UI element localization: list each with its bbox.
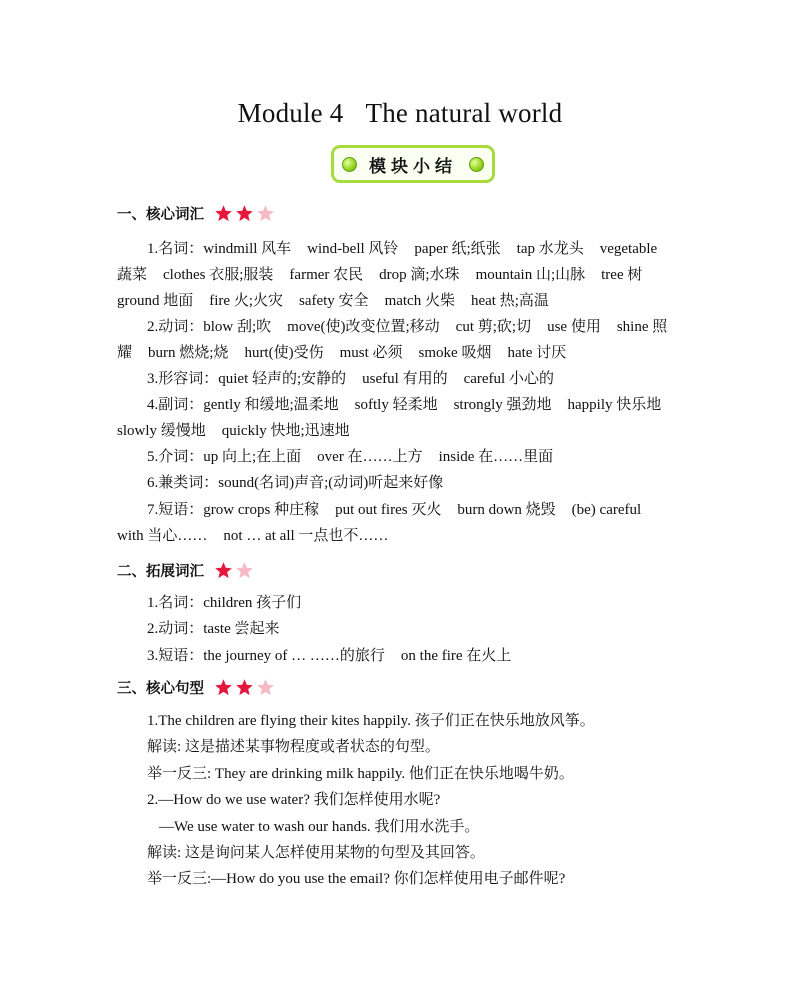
vocab-entry: (be) careful (571, 502, 642, 518)
difficulty-stars (214, 561, 256, 580)
vocab-entry: 4.副词：gently 和缓地;温柔地 (147, 397, 339, 413)
vocab-entry: hate 讨厌 (507, 345, 567, 361)
vocab-entry: slowly 缓慢地 (117, 423, 206, 439)
text-line (117, 343, 566, 363)
vocab-entry: 7.短语：grow crops 种庄稼 (147, 502, 320, 518)
text-line (117, 291, 549, 311)
vocab-entry: heat 热;高温 (470, 293, 549, 309)
star-faded-icon (256, 204, 275, 223)
vocab-entry: happily 快乐地 (567, 397, 662, 413)
section-title: 二、拓展词汇 (117, 564, 204, 580)
vocab-entry: 2.动词：blow 刮;吹 (147, 319, 272, 335)
example-line: 举一反三: They are drinking milk happily. 他们正在快乐地喝牛奶。 (147, 766, 574, 782)
vocab-entry: drop 滴;水珠 (379, 267, 460, 283)
vocab-entry: clothes 衣服;服装 (163, 267, 274, 283)
vocab-entry: shine 照 (616, 319, 668, 335)
vocab-entry: not … at all 一点也不…… (223, 528, 389, 544)
sentence-line: —We use water to wash our hands. 我们用水洗手。 (159, 819, 480, 835)
vocab-entry: careful 小心的 (463, 371, 554, 387)
star-icon (214, 204, 233, 223)
vocab-entry: hurt(使)受伤 (244, 345, 324, 361)
vocab-entry: quickly 快地;迅速地 (221, 423, 350, 439)
text-line (147, 473, 443, 493)
section-heading-core-sentences (117, 677, 277, 698)
vocab-entry: paper 纸;纸张 (414, 241, 501, 257)
green-dot-icon (469, 157, 484, 172)
vocab-entry: on the fire 在火上 (400, 648, 512, 664)
vocab-entry: fire 火;火灾 (209, 293, 283, 309)
vocab-entry: burn down 烧毁 (457, 502, 556, 518)
difficulty-stars (214, 204, 277, 223)
vocab-entry: tap 水龙头 (516, 241, 584, 257)
vocab-entry: softly 轻柔地 (354, 397, 438, 413)
explanation-line: 解读: 这是描述某事物程度或者状态的句型。 (147, 739, 440, 755)
vocab-entry: useful 有用的 (362, 371, 448, 387)
vocab-entry: match 火柴 (384, 293, 455, 309)
vocab-entry: use 使用 (547, 319, 601, 335)
vocab-entry: smoke 吸烟 (418, 345, 492, 361)
vocab-entry: mountain 山;山脉 (475, 267, 586, 283)
vocab-entry: 1.名词：children 孩子们 (147, 595, 302, 611)
vocab-entry: inside 在……里面 (438, 449, 554, 465)
text-line (147, 447, 553, 467)
text-line (117, 526, 388, 546)
vocab-entry: 5.介词：up 向上;在上面 (147, 449, 302, 465)
star-faded-icon (256, 678, 275, 697)
module-name: The natural world (365, 98, 563, 128)
text-line (147, 369, 554, 389)
section-title: 一、核心词汇 (117, 207, 204, 223)
difficulty-stars (214, 678, 277, 697)
vocab-entry: ground 地面 (117, 293, 194, 309)
vocab-entry: wind-bell 风铃 (307, 241, 399, 257)
star-faded-icon (235, 561, 254, 580)
text-line (147, 593, 301, 613)
star-icon (214, 678, 233, 697)
vocab-entry: cut 剪;砍;切 (455, 319, 532, 335)
vocab-entry: vegetable (599, 241, 658, 257)
star-icon (214, 561, 233, 580)
page-title (0, 98, 800, 129)
vocab-entry: 6.兼类词：sound(名词)声音;(动词)听起来好像 (147, 475, 444, 491)
sentence-line: 2.—How do we use water? 我们怎样使用水呢? (147, 792, 441, 808)
text-line (147, 646, 511, 666)
text-line (147, 500, 641, 520)
explanation-line: 解读: 这是询问某人怎样使用某物的句型及其回答。 (147, 845, 485, 861)
module-number: Module 4 (237, 98, 344, 128)
vocab-entry: move(使)改变位置;移动 (287, 319, 440, 335)
star-icon (235, 204, 254, 223)
vocab-entry: with 当心…… (117, 528, 208, 544)
text-line (147, 239, 657, 259)
vocab-entry: 3.短语：the journey of … ……的旅行 (147, 648, 385, 664)
badge-label: 模块小结 (369, 156, 457, 177)
vocab-entry: 耀 (117, 345, 133, 361)
vocab-entry: 蔬菜 (117, 267, 148, 283)
vocab-entry: safety 安全 (298, 293, 369, 309)
section-title: 三、核心句型 (117, 681, 204, 697)
vocab-entry: over 在……上方 (317, 449, 423, 465)
vocab-entry: burn 燃烧;烧 (148, 345, 229, 361)
green-dot-icon (342, 157, 357, 172)
module-summary-badge (331, 145, 495, 183)
text-line (147, 317, 667, 337)
text-line (147, 395, 661, 415)
example-line: 举一反三:—How do you use the email? 你们怎样使用电子邮件呢? (147, 871, 566, 887)
vocab-entry: farmer 农民 (289, 267, 364, 283)
star-icon (235, 678, 254, 697)
section-heading-extended-vocab (117, 560, 256, 581)
text-line (117, 421, 350, 441)
text-line (147, 619, 280, 639)
vocab-entry: must 必须 (339, 345, 403, 361)
vocab-entry: tree 树 (601, 267, 643, 283)
section-heading-core-vocab (117, 203, 277, 224)
vocab-entry: strongly 强劲地 (453, 397, 552, 413)
sentence-line: 1.The children are flying their kites happily. 孩子们正在快乐地放风筝。 (147, 713, 595, 729)
text-line (117, 265, 642, 285)
vocab-entry: put out fires 灭火 (335, 502, 442, 518)
vocab-entry: 3.形容词：quiet 轻声的;安静的 (147, 371, 347, 387)
vocab-entry: 1.名词：windmill 风车 (147, 241, 292, 257)
vocab-entry: 2.动词：taste 尝起来 (147, 621, 280, 637)
